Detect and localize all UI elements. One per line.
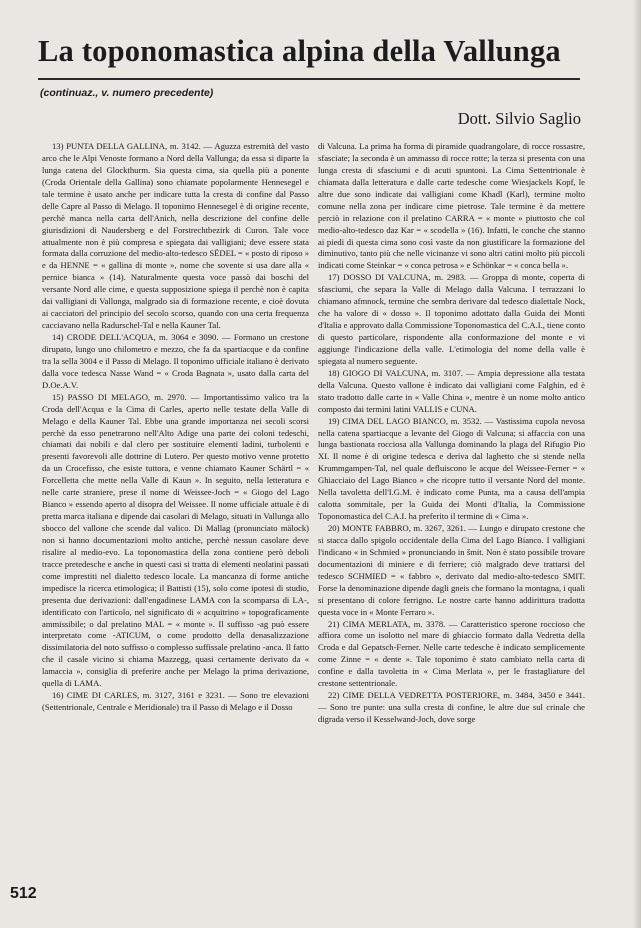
paragraph: 15) PASSO DI MELAGO, m. 2970. — Importantissimo valico tra la Croda dell'Acqua e la Cima di Carles, aperto nelle testate della Valle di Melago e della Kauner Tal. Ebbe una grande importanza nei secoli scorsi perchè da esso penetrarono nell'Alto Adige una parte dei coloni tedeschi, chiamati dai nobili e dal clero per sostituire elementi ladini, turbolenti e presenti favorevoli alle dottrine di Lutero. Per questo motivo venne protetto da un Crocefisso, che esiste tuttora, e venne chiamato Kauner Schärtl = « Forcelletta che mette nella Valle di Kaun ». In seguito, nella letteratura e nelle carte straniere, prese il nome di Weissee-Joch = « Giogo del Lago Bianco » essendo aperto al disopra del Weissee. Il nome ufficiale attuale è di pretta marca italiana e dipende dai casolari di Melago, situati in Vallunga allo sbocco del vallone che scende dal valico. Di Mallag (pronunciato mälock) non si hanno documentazioni molto antiche, perchè nessun casolare deve risalire al medio-evo. La toponomastica della zona contiene però deboli tracce pretedesche e anche in questi casi si tratta di elementi neolatini passati come imprestiti nel dialetto tedesco locale. La mancanza di forme antiche impedisce la ricerca etimologica; il Battisti (15), solo come ipotesi di studio, presenta due derivazioni: dall'engadinese LAMA con la scomparsa di LA-, identificato con l'articolo, nel significato di « acquitrino » topograficamente ammissibile; o dal prelatino MAL = « monte ». Il suffisso -ag può essere interpretato come -ATICUM, o come prodotto della denasalizzazione dissimilatoria del noto suffisso o complesso suffissale prelatino -anca. Il fatto che il casale vicino si chiama Mazzegg, quasi certamente derivato da « lamaccia », consiglia di preferire anche per Melago la prima derivazione, quella di LAMA.	[42, 391, 309, 689]
title-rule	[38, 78, 580, 80]
paragraph: 16) CIME DI CARLES, m. 3127, 3161 e 3231. — Sono tre elevazioni (Settentrionale, Centrale e Meridionale) tra il Passo di Melago e il Dosso	[42, 690, 309, 713]
paragraph: 17) DOSSO DI VALCUNA, m. 2983. — Groppa di monte, coperta di sfasciumi, che separa la Valle di Melago dalla Valcuna. I terrazzani lo chiamano afmnock, termine che sembra derivare dal tedesco dialettale Nock, che ha valore di « dosso ». Il toponimo adottato dalla Guida dei Monti d'Italia e approvato dalla Commissione Toponomastica del C.A.I., tiene conto di questo particolare, rispondente alla conformazione del monte e vi aggiunge l'indicazione della valle. L'etimologia del nome della valle è spiegata al numero seguente.	[318, 272, 585, 366]
author-name: Dott. Silvio Saglio	[457, 109, 581, 128]
page-number: 512	[10, 885, 37, 902]
paragraph: 14) CRODE DELL'ACQUA, m. 3064 e 3090. — Formano un crestone dirupato, lungo uno chilometro e mezzo, che fa da spartiacque e da confine tra la sella 3004 e il Passo di Melago. Il toponimo ufficiale italiano è derivato dalla voce tedesca Nasse Wand = « Croda Bagnata », usato dalla carta del D.Oe.A.V.	[42, 332, 309, 390]
left-column	[42, 141, 309, 714]
paragraph: 19) CIMA DEL LAGO BIANCO, m. 3532. — Vastissima cupola nevosa nella catena spartiacque a levante del Giogo di Valcuna; si affaccia con una lunga bastionata rocciosa alla Vallunga dominando la plaga del Rifugio Pio XI. Il nome è di origine tedesca e deriva dal laghetto che si stende nella Krummgampen-Tal, nel quale defluiscono le acque del Weissee-Ferner = « Ghiacciaio del Lago Bianco » che ricopre tutto il versante Nord del monte. Nella tavoletta dell'I.G.M. è indicato come Punta, ma a causa dell'ampia calotta sommitale, per la Guida dei Monti d'Italia, la Commissione Toponomastica del C.A.I. ha preferito il termine di « Cima ».	[318, 415, 585, 522]
paragraph: 22) CIME DELLA VEDRETTA POSTERIORE, m. 3484, 3450 e 3441. — Sono tre punte: una sulla cresta di confine, le altre due sul crinale che digrada verso il Kesselwand-Joch, dove sorge	[318, 690, 585, 724]
paragraph: 13) PUNTA DELLA GALLINA, m. 3142. — Aguzza estremità del vasto arco che le Alpi Venoste formano a Nord della Vallunga; da essa si diparte la lunga catena del Glockthurm. Sia questa cima, sia quella più a ponente (Croda Orientale della Gallina) sono chiamate popolarmente Hennesegel e tale termine è usato anche per indicare tutta la cresta di confine dal Passo delle Capre al Passo di Melago. Il toponimo Hennesegel è di origine recente, perchè manca nella carta dell'Anich, nella descrizione del confine delle giurisdizioni di Naudersberg e del Forstrechtbezirk di Curon. Tale voce attualmente non è più compresa e spiegata dai valligiani; deve essere stata formata dalla corruzione del medio-alto-tedesco SËDEL = « posto di riposo » e da HENNE = « gallina di monte », nome che sovente si usa dare alla « pernice bianca » (14). Naturalmente questa voce passò dai boschi del versante Nord alle cime, e questa supposizione spiega il perchè non è capita dai valligiani di Vallunga, malgrado sia di formazione recente, e cioè dovuta ai cacciatori del principio del secolo scorso, quando con una certa frequenza cacciavano nella Radurschel-Tal e nella Kauner Tal.	[42, 141, 309, 331]
paragraph: 21) CIMA MERLATA, m. 3378. — Caratteristico sperone roccioso che affiora come un isolotto nel mare di ghiaccio formato dalla Vedretta della Croda e dal Gepatsch-Ferner. Nelle carte tedesche è indicato semplicemente come Zinne = « dente ». Tale toponimo è stato cambiato nella carta di confine e dalla tavoletta in « Cima Merlata », per le frastagliature del crestone settentrionale.	[318, 618, 585, 689]
paragraph: 20) MONTE FABBRO, m. 3267, 3261. — Lungo e dirupato crestone che si stacca dallo spigolo occidentale della Cima del Lago Bianco. I valligiani l'indicano « in Schmied » pronunciando in šmit. Non è stato possibile trovare documentazioni di miniere e di ferriere; ciò malgrado deve trattarsi del tedesco SCHMIED = « fabbro », derivato dal medio-alto-tedesco SMIT. Forse la denominazione dipende dagli gneis che formano la montagna, i quali si presentano di colore ferrigno. Le nostre carte hanno addirittura tradotta questa voce in « Monte Ferraro ».	[318, 523, 585, 617]
paragraph: 18) GIOGO DI VALCUNA, m. 3107. — Ampia depressione alla testata della Valcuna. Questo vallone è indicato dai valligiani come Falghin, ed è stato tradotto dalle carte in « Valle China », mentre è un nome molto antico composto dai termini latini VALLIS e CUNA.	[318, 367, 585, 414]
continuation-note: (continuaz., v. numero precedente)	[40, 87, 214, 99]
page-edge-shadow	[633, 0, 641, 928]
article-title: La toponomastica alpina della Vallunga	[38, 34, 561, 68]
right-column	[318, 141, 585, 726]
paragraph: di Valcuna. La prima ha forma di piramide quadrangolare, di rocce rossastre, sfasciate; la seconda è un ammasso di rocce rotte; la terza si presenta con una lunga cresta di sfasciumi e di acuti spuntoni. La Cima Settentrionale è chiamata dalla letteratura e dalle carte tedesche come Wiesjackels Kopf, le altre due sono indicate dai valligiani come Khadl (Karl), termine molto comune nella zona per indicare cime pietrose. Tale termine è da mettere perciò in relazione con il prelatino CARRA = « monte » piuttosto che col medio-alto-tedesco daz Kar = « scodella » (16). Infatti, le conche che stanno ai piedi di questa cima sono così vaste da non giustificare la formazione del diminutivo, tanto più che nelle vicinanze vi sono altri catini molto più piccoli indicati come Steinkar = « conca petrosa » e Schönkar = « conca bella ».	[318, 141, 585, 271]
